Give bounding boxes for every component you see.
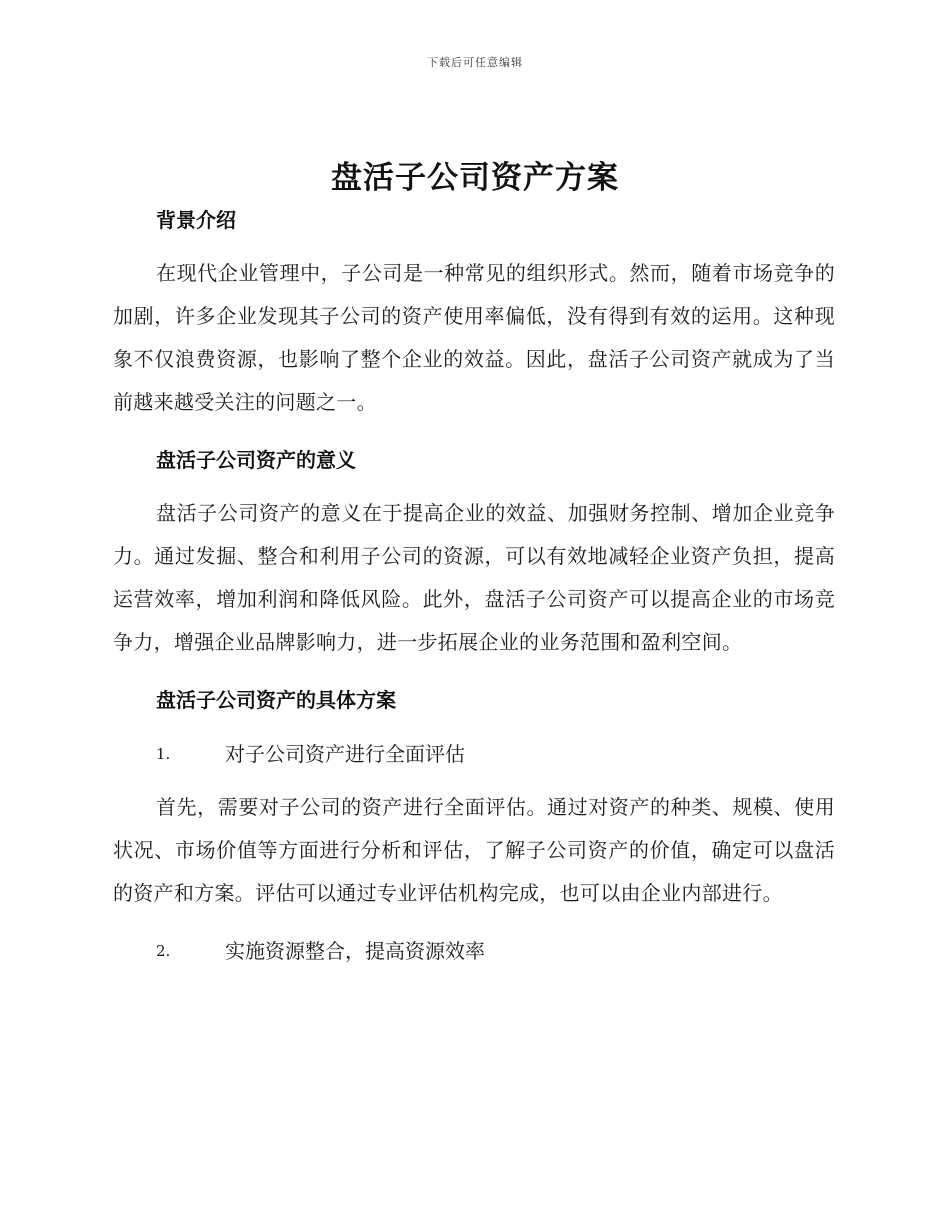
section-heading-plan: 盘活子公司资产的具体方案 xyxy=(156,688,396,712)
document-title: 盘活子公司资产方案 xyxy=(331,160,619,196)
item-label: 实施资源整合，提高资源效率 xyxy=(225,939,485,963)
paragraph-significance: 盘活子公司资产的意义在于提高企业的效益、加强财务控制、增加企业竞争力。通过发掘、整合和利用子公司的资源，可以有效地减轻企业资产负担，提高运营效率，增加利润和降低风险。此外，盘活子公司资产可以提高企业的市场竞争力，增强企业品牌影响力，进一步拓展企业的业务范围和盈利空间。 xyxy=(113,501,835,654)
paragraph-assessment: 首先，需要对子公司的资产进行全面评估。通过对资产的种类、规模、使用状况、市场价值等方面进行分析和评估，了解子公司资产的价值，确定可以盘活的资产和方案。评估可以通过专业评估机构完成，也可以由企业内部进行。 xyxy=(113,795,835,905)
section-heading-significance: 盘活子公司资产的意义 xyxy=(156,448,356,472)
header-note: 下载后可任意编辑 xyxy=(427,56,523,69)
paragraph-background: 在现代企业管理中，子公司是一种常见的组织形式。然而，随着市场竞争的加剧，许多企业发现其子公司的资产使用率偏低，没有得到有效的运用。这种现象不仅浪费资源，也影响了整个企业的效益。因此，盘活子公司资产就成为了当前越来越受关注的问题之一。 xyxy=(113,261,835,414)
item-label: 对子公司资产进行全面评估 xyxy=(225,742,465,766)
numbered-item-1 xyxy=(113,736,835,772)
item-number: 1. xyxy=(156,745,171,763)
document-body xyxy=(113,202,835,969)
numbered-item-2 xyxy=(113,933,835,969)
section-heading-background: 背景介绍 xyxy=(156,208,236,232)
item-number: 2. xyxy=(156,942,171,960)
